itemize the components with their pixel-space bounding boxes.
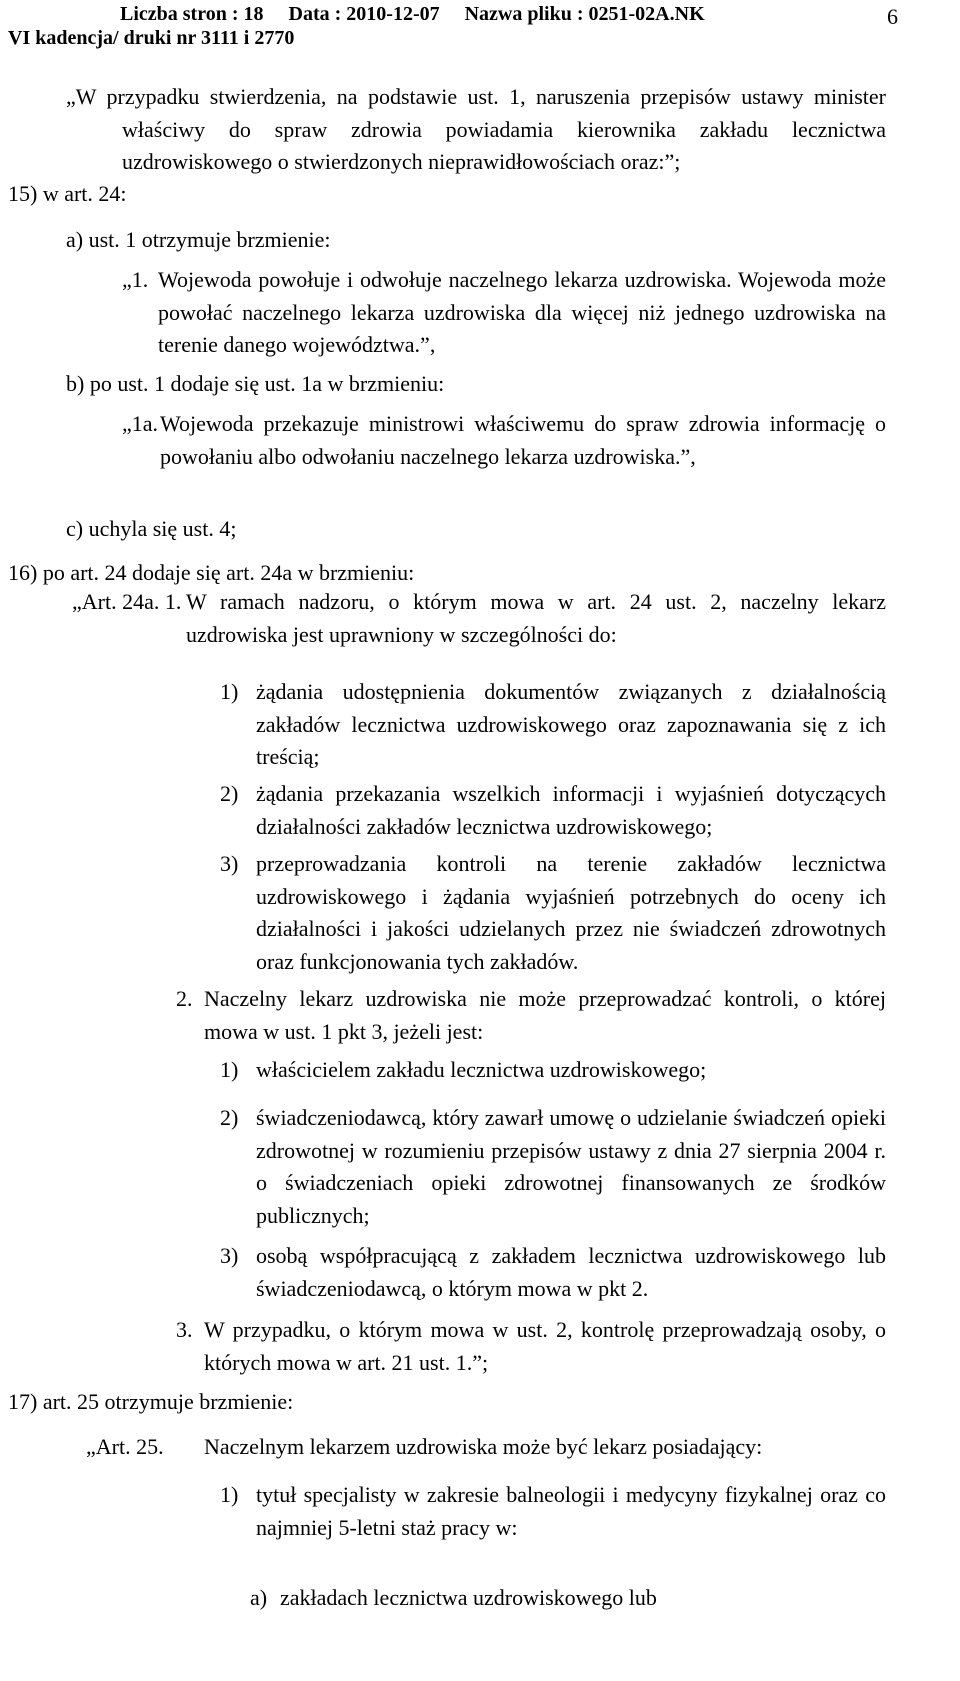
- item-16-label: 16) po art. 24 dodaje się art. 24a w brzmieniu:: [8, 560, 415, 585]
- art-24a-ust-2: [176, 983, 886, 1048]
- list-item-text: osobą współpracującą z zakładem lecznictwa uzdrowiskowego lub świadczeniodawcą, o którym mowa w pkt 2.: [256, 1243, 886, 1301]
- list-item-number: 3): [220, 1243, 239, 1268]
- list-item: [220, 778, 886, 843]
- page-number: 6: [887, 4, 898, 29]
- sub-item-a-text: zakładach lecznictwa uzdrowiskowego lub: [280, 1585, 657, 1610]
- ust-3-text: W przypadku, o którym mowa w ust. 2, kontrolę przeprowadzają osoby, o których mowa w art. 21 ust. 1.”;: [204, 1317, 886, 1375]
- ust-2-text: Naczelny lekarz uzdrowiska nie może przeprowadzać kontroli, o której mowa w ust. 1 pkt 3, jeżeli jest:: [204, 986, 886, 1044]
- list-item: [220, 1479, 886, 1544]
- art-24a-paragraph: [72, 586, 886, 651]
- list-item: [220, 1054, 886, 1087]
- item-15a-label: a) ust. 1 otrzymuje brzmienie:: [66, 227, 331, 252]
- intro-text: „W przypadku stwierdzenia, na podstawie ust. 1, naruszenia przepisów ustawy minister właściwy do spraw zdrowia powiadamia kierownika zakładu lecznictwa uzdrowiskowego o stwierdzonych nieprawidłowościach oraz:”;: [66, 84, 886, 174]
- item-15c-label: c) uchyla się ust. 4;: [66, 516, 237, 541]
- list-item-text: świadczeniodawcą, który zawarł umowę o udzielanie świadczeń opieki zdrowotnej w rozumieniu przepisów ustawy z dnia 27 sierpnia 2004 r. o świadczeniach opieki zdrowotnej finansowanych ze środków publicznych;: [256, 1105, 886, 1228]
- list-item-number: 2): [220, 1105, 239, 1130]
- item-17-label: 17) art. 25 otrzymuje brzmienie:: [8, 1389, 294, 1414]
- list-item: [220, 1240, 886, 1305]
- list-item-text: tytuł specjalisty w zakresie balneologii i medycyny fizykalnej oraz co najmniej 5-letni staż pracy w:: [256, 1482, 886, 1540]
- list-item-text: przeprowadzania kontroli na terenie zakładów lecznictwa uzdrowiskowego i żądania wyjaśnień potrzebnych do oceny ich działalności i jakości udzielanych przez nie świadczeń zdrowotnych oraz funkcjonowania tych zakładów.: [256, 851, 886, 974]
- term-print-numbers: VI kadencja/ druki nr 3111 i 2770: [8, 27, 295, 49]
- list-item-text: właścicielem zakładu lecznictwa uzdrowiskowego;: [256, 1057, 707, 1082]
- list-item-number: 2): [220, 781, 239, 806]
- list-item: [220, 848, 886, 978]
- quote-ust-1a-text: Wojewoda przekazuje ministrowi właściwemu do spraw zdrowia informację o powołaniu albo odwołaniu naczelnego lekarza uzdrowiska.”,: [160, 411, 886, 469]
- quote-ust-1a-number: „1a.: [122, 411, 159, 436]
- list-item: [220, 676, 886, 774]
- list-item: [220, 1102, 886, 1232]
- art-24a-ust-3: [176, 1314, 886, 1379]
- list-item-number: 1): [220, 1057, 239, 1082]
- header-meta: [120, 2, 705, 26]
- art-24a-number: „Art. 24a. 1.: [72, 589, 182, 614]
- intro-paragraph: [66, 81, 886, 179]
- quote-ust-1a: [122, 408, 886, 473]
- list-item-number: 3): [220, 851, 239, 876]
- item-15b-label: b) po ust. 1 dodaje się ust. 1a w brzmieniu:: [66, 371, 445, 396]
- list-item-text: żądania udostępnienia dokumentów związanych z działalnością zakładów lecznictwa uzdrowiskowego oraz zapoznawania się z ich treścią;: [256, 679, 886, 769]
- document-date: Data : 2010-12-07: [288, 3, 440, 25]
- sub-item-a-number: a): [250, 1585, 268, 1610]
- list-item-text: żądania przekazania wszelkich informacji i wyjaśnień dotyczących działalności zakładów lecznictwa uzdrowiskowego;: [256, 781, 886, 839]
- list-item-number: 1): [220, 1482, 239, 1507]
- item-15-label: 15) w art. 24:: [8, 181, 127, 206]
- quote-ust-1-number: „1.: [122, 267, 149, 292]
- page-count: Liczba stron : 18: [120, 3, 264, 25]
- list-item-number: 1): [220, 679, 239, 704]
- quote-ust-1-text: Wojewoda powołuje i odwołuje naczelnego lekarza uzdrowiska. Wojewoda może powołać naczelnego lekarza uzdrowiska dla więcej niż jednego uzdrowiska na terenie danego województwa.”,: [158, 267, 886, 357]
- ust-3-number: 3.: [176, 1317, 193, 1342]
- art-24a-text: W ramach nadzoru, o którym mowa w art. 24 ust. 2, naczelny lekarz uzdrowiska jest uprawniony w szczególności do:: [186, 589, 886, 647]
- art-25-number: „Art. 25.: [86, 1434, 164, 1459]
- file-name: Nazwa pliku : 0251-02A.NK: [464, 3, 705, 25]
- quote-ust-1: [122, 264, 886, 362]
- ust-2-number: 2.: [176, 986, 193, 1011]
- art-25-text: Naczelnym lekarzem uzdrowiska może być lekarz posiadający:: [204, 1434, 763, 1459]
